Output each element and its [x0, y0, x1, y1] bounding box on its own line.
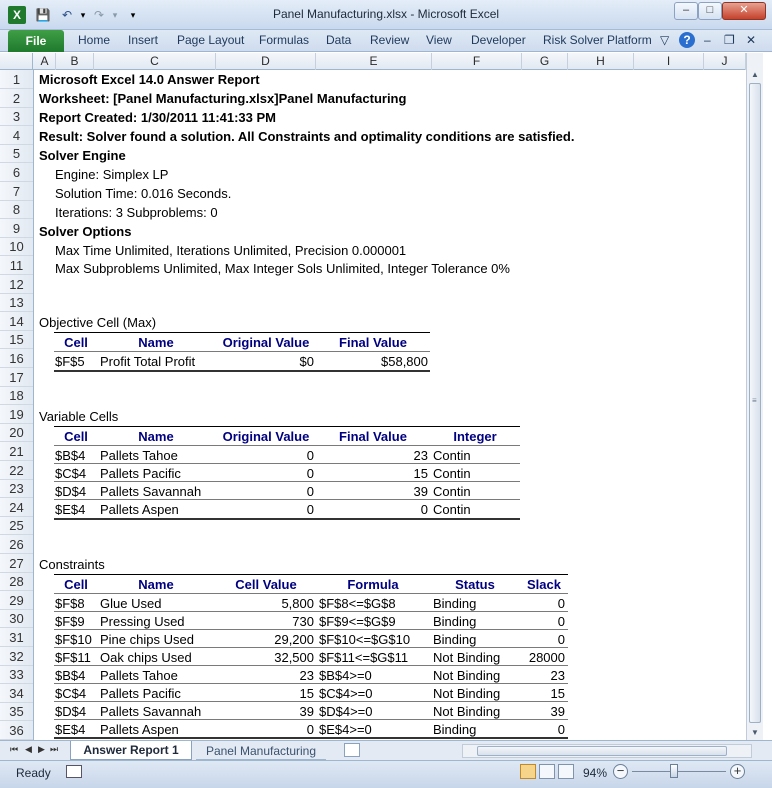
worksheet-grid[interactable]	[34, 70, 746, 740]
variable-row-cell: $B$4	[55, 448, 86, 463]
constraint-row-rule	[54, 629, 568, 630]
variable-row-integer: Contin	[433, 448, 471, 463]
objective-header-original: Original Value	[222, 335, 310, 350]
constraint-row-rule	[54, 701, 568, 702]
constraint-row-formula: $D$4>=0	[319, 704, 373, 719]
objective-name: Profit Total Profit	[100, 354, 196, 369]
report-created: Report Created: 1/30/2011 11:41:33 PM	[39, 110, 277, 125]
constraint-row-rule	[54, 647, 568, 648]
insert-sheet-icon[interactable]	[344, 743, 360, 757]
row-header[interactable]: 36	[0, 721, 33, 740]
row-headers	[0, 70, 34, 740]
constraint-row-status: Binding	[433, 596, 477, 611]
variable-row-integer: Contin	[433, 484, 471, 499]
minimize-window-button[interactable]: –	[674, 2, 698, 20]
column-header[interactable]: B	[56, 53, 94, 70]
constraint-row-value: 730	[292, 614, 314, 629]
excel-app-icon[interactable]: X	[8, 6, 26, 24]
constraint-row-formula: $E$4>=0	[319, 722, 372, 737]
save-icon[interactable]: 💾	[35, 8, 51, 22]
objective-section-title: Objective Cell (Max)	[39, 315, 157, 330]
objective-cell: $F$5	[55, 354, 85, 369]
variable-row-original: 0	[306, 502, 314, 517]
variables-top-rule	[54, 426, 520, 427]
previous-sheet-icon[interactable]: ◀	[25, 744, 32, 754]
constraint-row-slack: 0	[557, 596, 565, 611]
objective-header-rule	[54, 351, 430, 352]
variable-row-final: 15	[413, 466, 428, 481]
constraint-row-value: 23	[299, 668, 314, 683]
title-bar	[0, 0, 772, 30]
constraint-row-value: 29,200	[274, 632, 314, 647]
constraint-row-cell: $D$4	[55, 704, 87, 719]
constraints-header-status: Status	[455, 577, 495, 592]
redo-icon[interactable]: ↷	[93, 8, 105, 22]
constraint-row-name: Pallets Savannah	[100, 704, 202, 719]
row-header[interactable]: 10	[0, 237, 33, 256]
row-header[interactable]: 24	[0, 498, 33, 517]
constraint-row-formula: $B$4>=0	[319, 668, 372, 683]
constraint-row-cell: $F$11	[55, 650, 91, 665]
last-sheet-icon[interactable]: ⏭	[50, 744, 59, 754]
redo-dropdown-icon[interactable]: ▾	[112, 10, 118, 20]
constraint-row-status: Not Binding	[433, 668, 501, 683]
variable-row-rule	[54, 463, 520, 464]
zoom-out-button[interactable]: −	[613, 764, 628, 779]
tab-risk-solver-platform[interactable]: Risk Solver Platform	[543, 33, 652, 47]
variable-row-name: Pallets Tahoe	[100, 448, 178, 463]
constraint-row-status: Not Binding	[433, 650, 501, 665]
workbook-minimize-icon[interactable]: –	[704, 33, 711, 47]
first-sheet-icon[interactable]: ⏮	[10, 744, 19, 754]
variable-row-final: 0	[420, 502, 428, 517]
constraints-section-title: Constraints	[39, 557, 105, 572]
column-header[interactable]: G	[522, 53, 568, 70]
help-icon[interactable]: ?	[679, 32, 695, 48]
scroll-down-icon[interactable]: ▼	[751, 728, 759, 737]
sheet-tab-panel-manufacturing[interactable]: Panel Manufacturing	[196, 742, 326, 760]
constraint-row-status: Binding	[433, 722, 477, 737]
constraint-row-value: 15	[299, 686, 314, 701]
constraint-row-formula: $F$8<=$G$8	[319, 596, 396, 611]
variable-row-rule	[54, 499, 520, 500]
zoom-slider-track[interactable]	[632, 771, 726, 772]
column-header[interactable]: A	[34, 53, 56, 70]
constraint-row-name: Pallets Aspen	[100, 722, 179, 737]
constraint-row-slack: 0	[557, 614, 565, 629]
vertical-scrollbar[interactable]	[746, 53, 763, 740]
macro-recording-icon[interactable]	[66, 765, 82, 778]
sheet-tab-answer-report[interactable]: Answer Report 1	[70, 741, 192, 760]
page-break-view-icon[interactable]	[558, 764, 574, 779]
zoom-slider-thumb[interactable]	[670, 764, 678, 778]
sheet-tab-bar	[0, 740, 772, 760]
status-bar	[0, 760, 772, 788]
constraint-row-formula: $C$4>=0	[319, 686, 373, 701]
constraint-row-value: 32,500	[274, 650, 314, 665]
workbook-restore-icon[interactable]: ❐	[724, 33, 735, 47]
tab-view[interactable]: View	[426, 33, 452, 47]
column-header[interactable]: C	[94, 53, 216, 70]
constraint-row-name: Pallets Tahoe	[100, 668, 178, 683]
solver-options-heading: Solver Options	[39, 224, 132, 239]
constraints-header-rule	[54, 593, 568, 594]
constraint-row-formula: $F$11<=$G$11	[319, 650, 409, 665]
variable-row-final: 39	[413, 484, 428, 499]
row-header[interactable]: 11	[0, 256, 33, 275]
column-header[interactable]: F	[432, 53, 522, 70]
constraint-row-name: Pallets Pacific	[100, 686, 181, 701]
constraint-row-cell: $E$4	[55, 722, 86, 737]
workbook-close-icon[interactable]: ✕	[746, 33, 757, 47]
row-header[interactable]: 3	[0, 107, 33, 126]
scroll-up-icon[interactable]: ▲	[751, 70, 759, 79]
variables-header-name: Name	[138, 429, 174, 444]
variable-row-final: 23	[413, 448, 428, 463]
constraint-row-formula: $F$10<=$G$10	[319, 632, 411, 647]
row-header[interactable]: 2	[0, 89, 33, 108]
row-header[interactable]: 1	[0, 70, 33, 89]
variables-header-integer: Integer	[453, 429, 497, 444]
row-header[interactable]: 26	[0, 535, 33, 554]
constraints-header-slack: Slack	[527, 577, 561, 592]
constraint-row-value: 5,800	[281, 596, 314, 611]
objective-bottom-rule	[54, 370, 430, 372]
row-header[interactable]: 8	[0, 200, 33, 219]
constraint-row-slack: 0	[557, 722, 565, 737]
row-header[interactable]: 30	[0, 609, 33, 628]
status-ready-text: Ready	[16, 766, 51, 780]
objective-original: $0	[299, 354, 314, 369]
tab-home[interactable]: Home	[78, 33, 111, 47]
row-header[interactable]: 9	[0, 219, 33, 238]
objective-header-name: Name	[138, 335, 174, 350]
row-header[interactable]: 17	[0, 368, 33, 387]
ribbon-tabs	[0, 30, 772, 52]
row-header[interactable]: 23	[0, 479, 33, 498]
constraint-row-name: Glue Used	[100, 596, 162, 611]
objective-header-cell: Cell	[64, 335, 88, 350]
row-header[interactable]: 15	[0, 330, 33, 349]
row-header[interactable]: 29	[0, 591, 33, 610]
tab-page-layout[interactable]: Page Layout	[177, 33, 245, 47]
variable-row-cell: $D$4	[55, 484, 87, 499]
constraint-row-name: Pressing Used	[100, 614, 185, 629]
options-line-1: Max Time Unlimited, Iterations Unlimited, Precision 0.000001	[55, 243, 407, 258]
constraint-row-name: Pine chips Used	[100, 632, 194, 647]
collapse-ribbon-icon[interactable]: ▽	[660, 33, 670, 47]
constraint-row-value: 39	[299, 704, 314, 719]
constraint-row-cell: $F$9	[55, 614, 85, 629]
variable-row-integer: Contin	[433, 466, 471, 481]
row-header[interactable]: 34	[0, 684, 33, 703]
horizontal-scroll-thumb[interactable]	[477, 746, 727, 756]
tab-developer[interactable]: Developer	[471, 33, 526, 47]
constraint-row-slack: 0	[557, 632, 565, 647]
row-header[interactable]: 16	[0, 349, 33, 368]
constraint-row-rule	[54, 719, 568, 720]
column-header[interactable]: H	[568, 53, 634, 70]
objective-header-final: Final Value	[339, 335, 407, 350]
row-header[interactable]: 18	[0, 386, 33, 405]
row-header[interactable]: 28	[0, 572, 33, 591]
variables-header-original: Original Value	[222, 429, 310, 444]
objective-top-rule	[54, 332, 430, 333]
tab-review[interactable]: Review	[370, 33, 410, 47]
variable-row-integer: Contin	[433, 502, 471, 517]
row-header[interactable]: 21	[0, 442, 33, 461]
column-header[interactable]: I	[634, 53, 704, 70]
constraints-header-name: Name	[138, 577, 174, 592]
constraint-row-rule	[54, 665, 568, 666]
constraint-row-formula: $F$9<=$G$9	[319, 614, 396, 629]
variable-row-original: 0	[306, 448, 314, 463]
row-header[interactable]: 32	[0, 647, 33, 666]
solver-engine-heading: Solver Engine	[39, 148, 126, 163]
constraint-row-slack: 15	[550, 686, 565, 701]
report-title: Microsoft Excel 14.0 Answer Report	[39, 72, 260, 87]
report-worksheet: Worksheet: [Panel Manufacturing.xlsx]Panel Manufacturing	[39, 91, 407, 106]
row-header[interactable]: 25	[0, 516, 33, 535]
variables-header-cell: Cell	[64, 429, 88, 444]
zoom-in-button[interactable]: +	[730, 764, 745, 779]
constraint-row-status: Not Binding	[433, 704, 501, 719]
variables-header-rule	[54, 445, 520, 446]
variable-row-name: Pallets Aspen	[100, 502, 179, 517]
tab-formulas[interactable]: Formulas	[259, 33, 310, 47]
constraints-bottom-rule	[54, 737, 568, 739]
row-header[interactable]: 4	[0, 126, 33, 145]
constraint-row-cell: $C$4	[55, 686, 87, 701]
tab-file[interactable]: File	[8, 30, 64, 52]
constraint-row-rule	[54, 611, 568, 612]
report-result: Result: Solver found a solution. All Constraints and optimality conditions are satisfied.	[39, 129, 575, 144]
tab-data[interactable]: Data	[326, 33, 352, 47]
close-window-button[interactable]: ✕	[722, 2, 766, 20]
constraint-row-cell: $F$8	[55, 596, 85, 611]
constraint-row-cell: $F$10	[55, 632, 92, 647]
window-title: Panel Manufacturing.xlsx - Microsoft Excel	[272, 7, 500, 21]
column-header[interactable]: E	[316, 53, 432, 70]
row-header[interactable]: 7	[0, 182, 33, 201]
vertical-scroll-thumb[interactable]: ≡	[749, 83, 761, 723]
engine-text: Engine: Simplex LP	[55, 167, 169, 182]
column-header[interactable]: J	[704, 53, 746, 70]
constraints-header-formula: Formula	[347, 577, 399, 592]
constraint-row-slack: 28000	[528, 650, 565, 665]
horizontal-scrollbar[interactable]	[462, 744, 752, 758]
select-all-corner[interactable]	[0, 53, 33, 70]
next-sheet-icon[interactable]: ▶	[38, 744, 45, 754]
options-line-2: Max Subproblems Unlimited, Max Integer Sols Unlimited, Integer Tolerance 0%	[55, 261, 510, 276]
tab-insert[interactable]: Insert	[128, 33, 159, 47]
variable-row-cell: $E$4	[55, 502, 86, 517]
customize-qat-icon[interactable]: ▾	[130, 10, 136, 20]
row-header[interactable]: 33	[0, 665, 33, 684]
row-header[interactable]: 35	[0, 702, 33, 721]
row-header[interactable]: 14	[0, 312, 33, 331]
page-layout-view-icon[interactable]	[539, 764, 555, 779]
variables-bottom-rule	[54, 518, 520, 520]
constraints-header-cell: Cell	[64, 577, 88, 592]
constraint-row-status: Binding	[433, 614, 477, 629]
row-header[interactable]: 12	[0, 275, 33, 294]
row-header[interactable]: 5	[0, 144, 33, 163]
iterations-text: Iterations: 3 Subproblems: 0	[55, 205, 218, 220]
constraint-row-slack: 23	[550, 668, 565, 683]
constraint-row-rule	[54, 683, 568, 684]
row-header[interactable]: 6	[0, 163, 33, 182]
variable-row-rule	[54, 481, 520, 482]
constraints-header-value: Cell Value	[235, 577, 297, 592]
variable-row-cell: $C$4	[55, 466, 87, 481]
objective-final: $58,800	[381, 354, 428, 369]
undo-dropdown-icon[interactable]: ▾	[80, 10, 86, 20]
constraint-row-value: 0	[306, 722, 314, 737]
solution-time-text: Solution Time: 0.016 Seconds.	[55, 186, 232, 201]
row-header[interactable]: 19	[0, 405, 33, 424]
constraint-row-cell: $B$4	[55, 668, 86, 683]
variables-section-title: Variable Cells	[39, 409, 119, 424]
variable-row-original: 0	[306, 484, 314, 499]
row-header[interactable]: 31	[0, 628, 33, 647]
variables-header-final: Final Value	[339, 429, 407, 444]
normal-view-icon[interactable]	[520, 764, 536, 779]
constraints-top-rule	[54, 574, 568, 575]
constraint-row-name: Oak chips Used	[100, 650, 192, 665]
column-headers	[0, 53, 746, 70]
constraint-row-status: Not Binding	[433, 686, 501, 701]
row-header[interactable]: 22	[0, 461, 33, 480]
constraint-row-slack: 39	[550, 704, 565, 719]
variable-row-original: 0	[306, 466, 314, 481]
undo-icon[interactable]: ↶	[61, 8, 73, 22]
row-header[interactable]: 20	[0, 423, 33, 442]
constraint-row-status: Binding	[433, 632, 477, 647]
maximize-window-button[interactable]: □	[698, 2, 722, 20]
row-header[interactable]: 27	[0, 554, 33, 573]
column-header[interactable]: D	[216, 53, 316, 70]
variable-row-name: Pallets Pacific	[100, 466, 181, 481]
variable-row-name: Pallets Savannah	[100, 484, 202, 499]
zoom-level[interactable]: 94%	[583, 766, 608, 780]
row-header[interactable]: 13	[0, 293, 33, 312]
